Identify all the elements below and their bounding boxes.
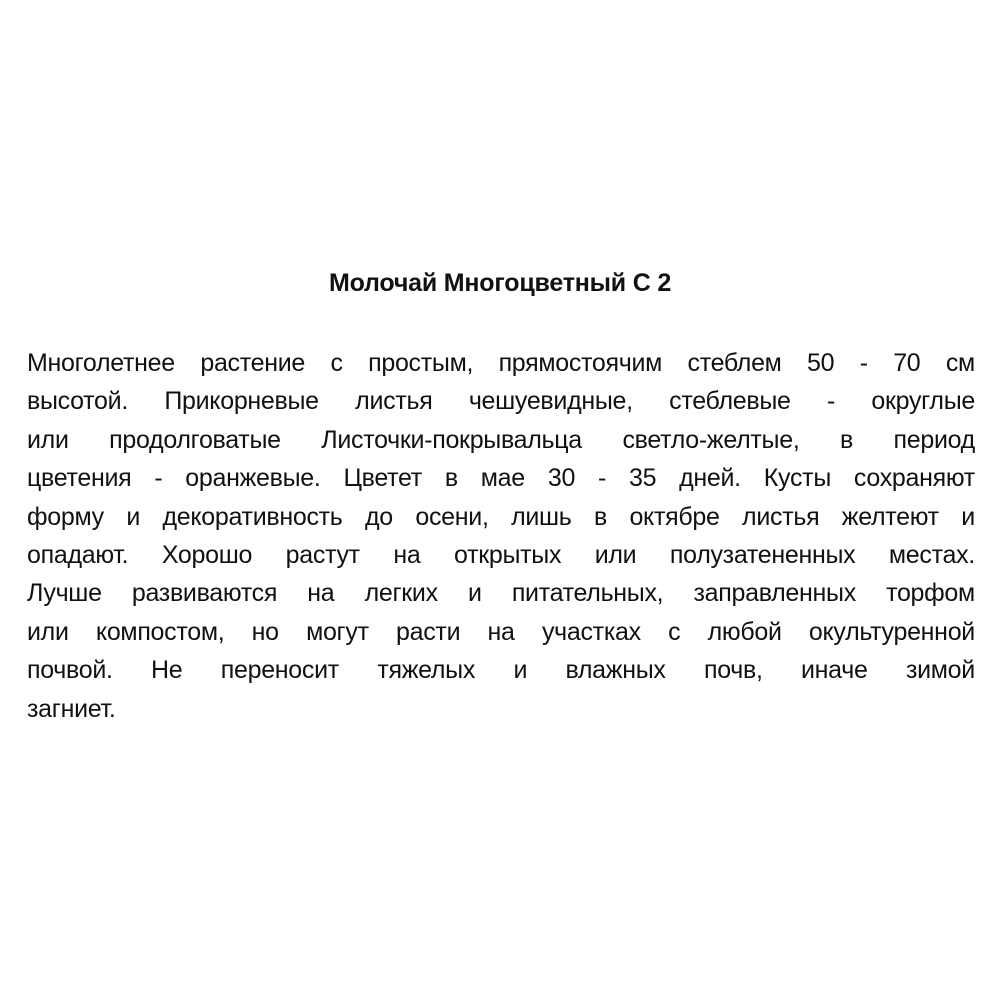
description-line: Лучше развиваются на легких и питательных, заправленных торфом <box>27 579 975 608</box>
description-line: или продолговатые Листочки-покрывальца светло-желтые, в период <box>27 425 975 454</box>
description-text <box>27 344 975 728</box>
description-line: высотой. Прикорневые листья чешуевидные, стеблевые - округлые <box>27 387 975 416</box>
description-line: цветения - оранжевые. Цветет в мае 30 - 35 дней. Кусты сохраняют <box>27 464 975 493</box>
description-line: опадают. Хорошо растут на открытых или полузатененных местах. <box>27 540 975 569</box>
description-line: или компостом, но могут расти на участках с любой окультуренной <box>27 617 975 646</box>
document-title: Молочай Многоцветный С 2 <box>328 269 672 297</box>
description-line: Многолетнее растение с простым, прямостоячим стеблем 50 - 70 см <box>27 349 975 377</box>
description-line: форму и декоративность до осени, лишь в октябре листья желтеют и <box>27 502 975 531</box>
description-line: почвой. Не переносит тяжелых и влажных почв, иначе зимой <box>27 656 975 685</box>
description-line: загниет. <box>27 694 116 723</box>
